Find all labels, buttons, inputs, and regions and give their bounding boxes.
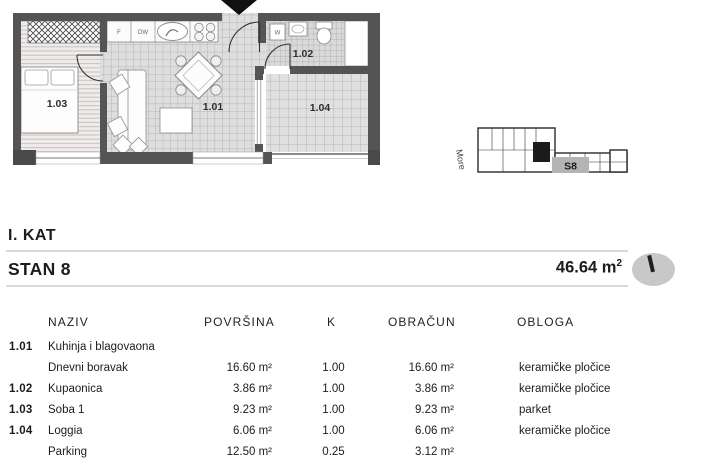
loggia-label: 1.04: [309, 102, 331, 114]
row-k: 1.00: [322, 404, 345, 416]
row-number: 1.04: [9, 425, 33, 437]
bathroom-closet: [345, 21, 368, 66]
row-finish: keramičke pločice: [519, 383, 611, 395]
row-name: Loggia: [48, 425, 83, 437]
row-area: 16.60 m²: [226, 362, 272, 374]
sink-icon: [158, 23, 188, 41]
row-area: 6.06 m²: [233, 425, 272, 437]
row-name: Soba 1: [48, 404, 85, 416]
table-row: [0, 446, 660, 462]
bathroom-label: 1.02: [292, 48, 314, 60]
wardrobe: [28, 21, 100, 43]
unit-total-area: [556, 258, 622, 278]
floor-plan: [0, 0, 400, 175]
table-header-row: [0, 315, 660, 331]
kitchen-counter: [107, 21, 218, 42]
living-label: 1.01: [202, 101, 224, 113]
table-row: [0, 341, 660, 357]
row-k: 1.00: [322, 383, 345, 395]
divider: [6, 285, 628, 287]
table-row: [0, 404, 660, 420]
col-header-naziv: NAZIV: [48, 315, 89, 329]
toilet-icon: [316, 22, 332, 44]
entrance-arrow-icon: [221, 0, 257, 15]
row-calc: 6.06 m²: [415, 425, 454, 437]
row-area: 9.23 m²: [233, 404, 272, 416]
compass-icon: [632, 253, 675, 286]
col-header-obloga: OBLOGA: [517, 315, 575, 329]
loggia-glass-door: [255, 80, 263, 144]
coffee-table: [160, 108, 192, 133]
pillow: [25, 70, 48, 85]
row-number: 1.01: [9, 341, 33, 353]
row-name: Kuhinja i blagovaona: [48, 341, 155, 353]
row-name: Dnevni boravak: [48, 362, 128, 374]
washer-label: W: [274, 30, 281, 37]
row-k: 1.00: [322, 425, 345, 437]
unit-area-sup: 2: [616, 258, 622, 269]
row-k: 0.25: [322, 446, 345, 458]
chair: [176, 85, 186, 95]
unit-area-value: 46.64 m: [555, 258, 617, 277]
chair: [211, 56, 221, 66]
row-k: 1.00: [322, 362, 345, 374]
fridge-label: F: [117, 30, 121, 36]
chair: [176, 56, 186, 66]
floor-title: I. KAT: [8, 227, 57, 244]
unit-title: STAN 8: [8, 259, 71, 279]
entry-floor: [222, 13, 258, 21]
col-header-obracun: OBRAČUN: [388, 315, 456, 329]
row-finish: parket: [519, 404, 551, 416]
row-number: 1.02: [9, 383, 33, 395]
table-row: [0, 425, 660, 441]
unit-tag: [552, 157, 589, 173]
row-number: 1.03: [9, 404, 33, 416]
dining-set: [175, 52, 222, 99]
chair: [211, 85, 221, 95]
row-finish: keramičke pločice: [519, 362, 611, 374]
pillow: [51, 70, 74, 85]
highlighted-unit: [533, 142, 550, 162]
row-calc: 16.60 m²: [408, 362, 454, 374]
row-calc: 3.86 m²: [415, 383, 454, 395]
row-calc: 3.12 m²: [415, 446, 454, 458]
row-calc: 9.23 m²: [415, 404, 454, 416]
col-header-povrsina: POVRŠINA: [204, 315, 275, 329]
row-area: 3.86 m²: [233, 383, 272, 395]
col-header-k: K: [327, 315, 337, 329]
table-row: [0, 383, 660, 399]
row-finish: keramičke pločice: [519, 425, 611, 437]
row-name: Kupaonica: [48, 383, 103, 395]
row-area: 12.50 m²: [226, 446, 272, 458]
compass-hand: [647, 255, 654, 272]
unit-tag-label: S8: [564, 160, 577, 173]
windows: [36, 152, 368, 164]
table-row: [0, 362, 660, 378]
dishwasher-label: DW: [138, 30, 148, 36]
key-plan: [440, 120, 650, 200]
sea-direction-label: More: [454, 148, 468, 171]
divider: [6, 250, 628, 252]
bedroom-label: 1.03: [46, 98, 68, 110]
row-name: Parking: [48, 446, 87, 458]
